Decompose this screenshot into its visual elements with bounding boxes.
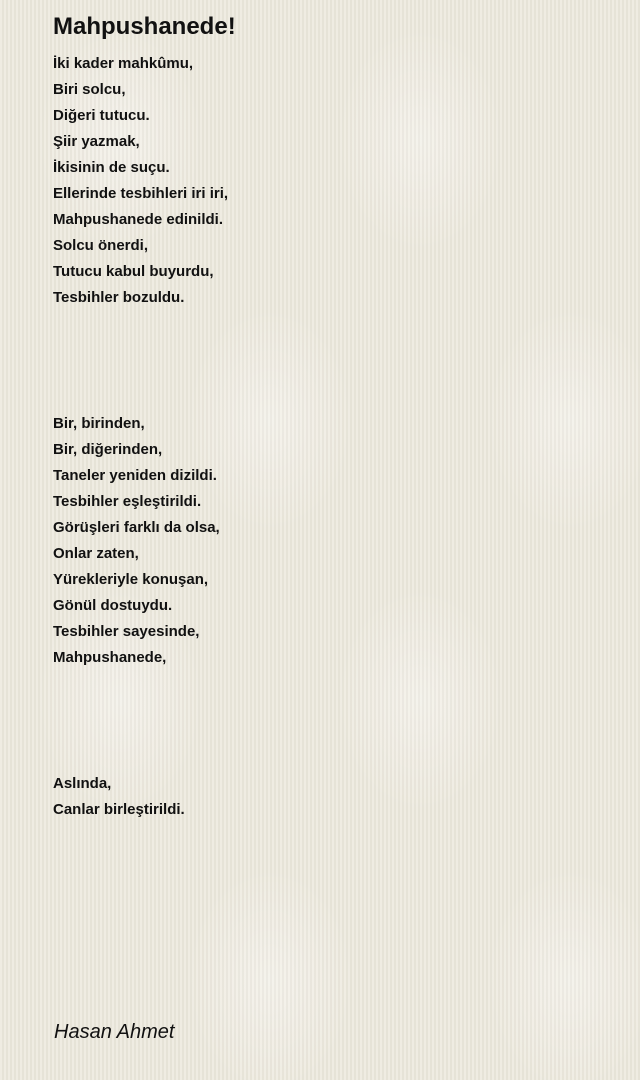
poem-title: Mahpushanede! (53, 13, 236, 40)
poem-line: Onlar zaten, (53, 545, 139, 562)
poem-line: Mahpushanede edinildi. (53, 211, 224, 228)
poem-line: Ellerinde tesbihleri iri iri, (53, 185, 229, 202)
poem-line: Tesbihler bozuldu. (53, 289, 185, 306)
poem-stanza (53, 771, 185, 823)
poem-line: Tesbihler sayesinde, (53, 623, 200, 640)
poem-line: Bir, diğerinden, (53, 441, 163, 458)
poem-line: Gönül dostuydu. (53, 597, 173, 614)
poem-line: Taneler yeniden dizildi. (53, 467, 217, 484)
poem-line: Biri solcu, (53, 81, 126, 98)
poem-line: Yürekleriyle konuşan, (53, 571, 209, 588)
poem-stanza (53, 51, 228, 311)
poem-line: Aslında, (53, 775, 112, 792)
poem-line: Canlar birleştirildi. (53, 801, 185, 818)
poem-line: Şiir yazmak, (53, 133, 140, 150)
poem-line: Görüşleri farklı da olsa, (53, 519, 220, 536)
poem-line: Tutucu kabul buyurdu, (53, 263, 214, 280)
poem-line: Diğeri tutucu. (53, 107, 150, 124)
poem-line: Tesbihler eşleştirildi. (53, 493, 202, 510)
poem-line: Bir, birinden, (53, 415, 145, 432)
poem-line: İki kader mahkûmu, (53, 55, 194, 72)
poem-stanza (53, 411, 220, 671)
poem-line: Solcu önerdi, (53, 237, 149, 254)
poem-author: Hasan Ahmet (54, 1021, 175, 1043)
poem-line: İkisinin de suçu. (53, 159, 170, 176)
poem-line: Mahpushanede, (53, 649, 167, 666)
